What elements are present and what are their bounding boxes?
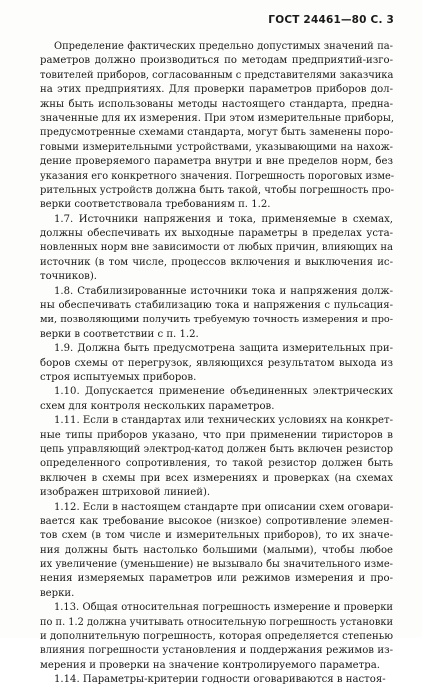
- text-line: 1.7. Источники напряжения и тока, применяемые в схемах,: [54, 213, 393, 225]
- text-line: товителей приборов, согласованным с представителями заказчика: [40, 69, 394, 81]
- text-line: 1.9. Должна быть предусмотрена защита измерительных при-: [54, 343, 393, 355]
- text-line: верки соответствовала требованиям п. 1.2.: [40, 199, 271, 211]
- text-line: тов схем (в том числе и измерительных приборов), то их значе-: [40, 530, 393, 542]
- text-line: новленных норм вне зависимости от любых причин, влияющих на: [40, 242, 393, 254]
- text-line: боров схемы от перегрузок, являющихся результатом выхода из: [40, 357, 393, 369]
- text-line: влияния погрешности установления и поддержания режимов из-: [40, 645, 393, 657]
- text-line: рительных устройств должна быть такой, чтобы погрешность про-: [40, 184, 394, 196]
- text-line: включен в схемы при всех измерениях и проверках (на схемах: [40, 472, 393, 484]
- text-line: верки.: [40, 587, 75, 599]
- text-line: жны быть использованы методы настоящего стандарта, предна-: [40, 98, 393, 110]
- text-line: 1.11. Если в стандартах или технических условиях на конкрет-: [54, 415, 393, 427]
- text-line: 1.13. Общая относительная погрешность измерение и проверки: [54, 602, 393, 614]
- text-line: указания его конкретного значения. Погрешность пороговых изме-: [40, 170, 394, 182]
- text-line: 1.14. Параметры-критерии годности оговариваются в настоя-: [54, 674, 386, 686]
- text-line: по п. 1.2 должна учитывать относительную погрешность установки: [40, 616, 393, 628]
- text-line: ми, позволяющими получить требуемую точность измерения и про-: [40, 314, 393, 326]
- text-line: 1.12. Если в настоящем стандарте при описании схем оговари-: [54, 501, 394, 513]
- text-line: изображен штриховой линией).: [40, 487, 211, 499]
- text-line: источник (в том числе, процессов включения и выключения ис-: [40, 256, 393, 268]
- text-line: ны обеспечивать стабилизацию тока и напряжения с пульсация-: [40, 300, 393, 312]
- text-line: определенного сопротивления, то такой резистор должен быть: [40, 458, 393, 470]
- text-line: точников).: [40, 271, 98, 283]
- text-line: ные типы приборов указано, что при применении тиристоров в: [40, 429, 393, 441]
- text-line: цепь управляющий электрод-катод должен быть включен резистор: [40, 443, 393, 455]
- text-line: говыми измерительными устройствами, указывающими на нахож-: [40, 141, 393, 153]
- body-text: [40, 40, 394, 688]
- text-line: предусмотренные схемами стандарта, могут быть заменены поро-: [40, 127, 394, 139]
- text-line: раметров должно производиться по методам предприятий-изго-: [40, 55, 393, 67]
- text-line: мерения и проверки на значение контролируемого параметра.: [40, 659, 380, 671]
- text-line: на этих предприятиях. Для проверки параметров приборов дол-: [40, 84, 393, 96]
- text-line: 1.8. Стабилизированные источники тока и напряжения долж-: [54, 285, 393, 297]
- text-line: их увеличение (уменьшение) не вызывало бы значительного изме-: [40, 559, 393, 571]
- text-line: вается как требование высокое (низкое) сопротивление элемен-: [40, 515, 393, 527]
- text-line: Определение фактических предельно допустимых значений па-: [54, 41, 393, 52]
- text-line: должны обеспечивать их выходные параметры в пределах уста-: [40, 228, 393, 240]
- text-line: нения измеряемых параметров или режимов измерения и про-: [40, 573, 393, 585]
- text-line: 1.10. Допускается применение объединенных электрических: [54, 386, 393, 398]
- text-line: значенные для их измерения. При этом измерительные приборы,: [40, 112, 394, 124]
- page-header: ГОСТ 24461—80 С. 3: [268, 14, 394, 26]
- text-line: верки в соответствии с п. 1.2.: [40, 328, 199, 340]
- text-line: дение проверяемого параметра внутри и вне пределов норм, без: [40, 156, 393, 168]
- text-line: строя испытуемых приборов.: [40, 371, 197, 383]
- text-line: ния должны быть настолько большими (малыми), чтобы любое: [40, 544, 393, 556]
- text-line: схем для контроля нескольких параметров.: [40, 400, 275, 412]
- text-line: и дополнительную погрешность, которая определяется степенью: [40, 631, 393, 643]
